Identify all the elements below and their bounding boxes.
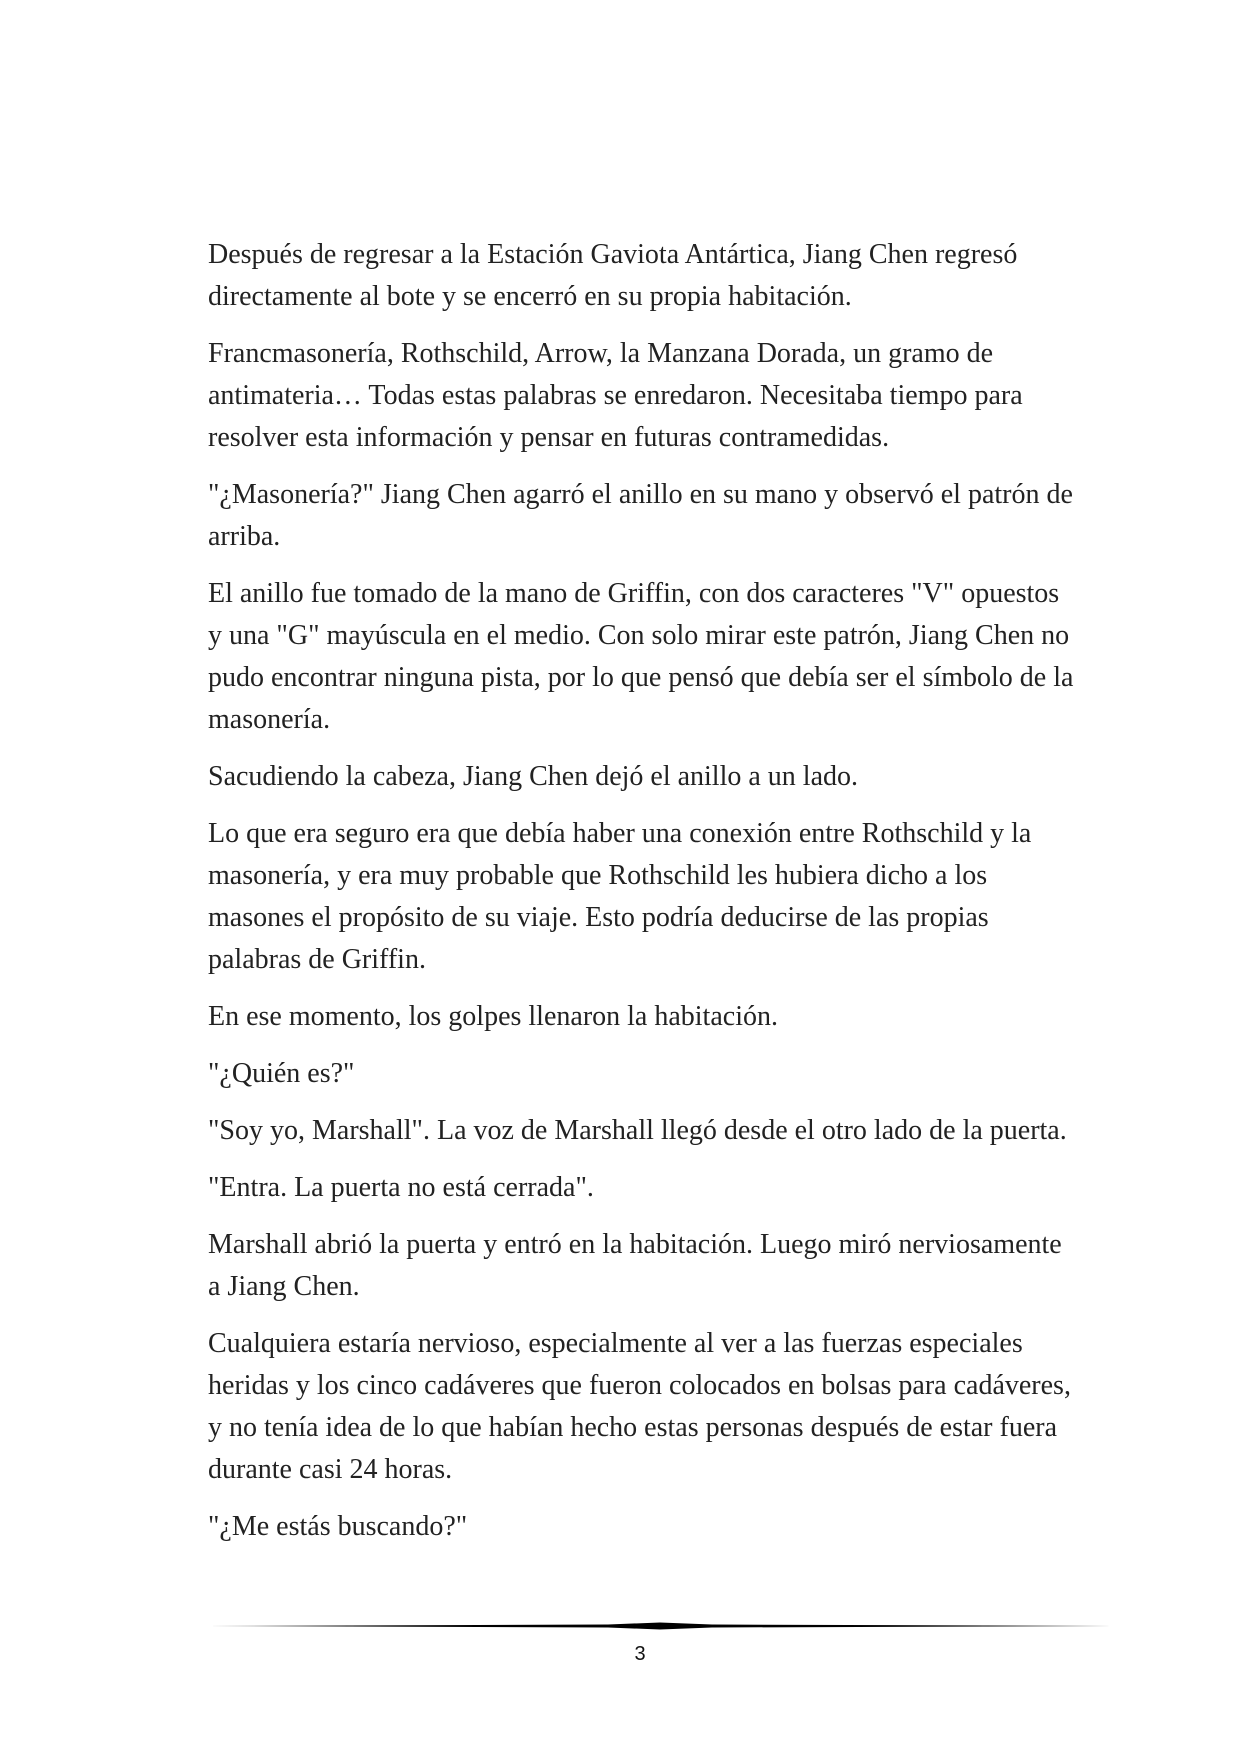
footer-rule-stroke	[208, 1623, 1112, 1630]
paragraph-1: Después de regresar a la Estación Gaviota Antártica, Jiang Chen regresó directamente al bote y se encerró en su propia habitación.	[208, 239, 1018, 312]
body-text	[208, 234, 1076, 1563]
paragraph-10: "Entra. La puerta no está cerrada".	[208, 1172, 594, 1203]
paragraph-12: Cualquiera estaría nervioso, especialmente al ver a las fuerzas especiales heridas y los cinco cadáveres que fueron colocados en bolsas para cadáveres, y no tenía idea de lo que habían hecho estas personas después de estar fuera durante casi 24 horas.	[208, 1328, 1071, 1485]
paragraph-13: "¿Me estás buscando?"	[208, 1511, 468, 1542]
paragraph-5: Sacudiendo la cabeza, Jiang Chen dejó el anillo a un lado.	[208, 761, 859, 792]
footer-rule	[208, 1618, 1112, 1634]
paragraph-2: Francmasonería, Rothschild, Arrow, la Manzana Dorada, un gramo de antimateria… Todas estas palabras se enredaron. Necesitaba tiempo para resolver esta información y pensar en futuras contramedidas.	[208, 338, 1023, 453]
paragraph-8: "¿Quién es?"	[208, 1058, 355, 1089]
paragraph-9: "Soy yo, Marshall". La voz de Marshall llegó desde el otro lado de la puerta.	[208, 1115, 1067, 1146]
paragraph-3: "¿Masonería?" Jiang Chen agarró el anillo en su mano y observó el patrón de arriba.	[208, 479, 1073, 552]
paragraph-11: Marshall abrió la puerta y entró en la habitación. Luego miró nerviosamente a Jiang Chen.	[208, 1229, 1062, 1302]
paragraph-4: El anillo fue tomado de la mano de Griffin, con dos caracteres "V" opuestos y una "G" mayúscula en el medio. Con solo mirar este patrón, Jiang Chen no pudo encontrar ninguna pista, por lo que pensó que debía ser el símbolo de la masonería.	[208, 578, 1074, 735]
paragraph-7: En ese momento, los golpes llenaron la habitación.	[208, 1001, 778, 1032]
page-number: 3	[634, 1643, 646, 1665]
paragraph-6: Lo que era seguro era que debía haber una conexión entre Rothschild y la masonería, y era muy probable que Rothschild les hubiera dicho a los masones el propósito de su viaje. Esto podría deducirse de las propias palabras de Griffin.	[208, 818, 1032, 975]
